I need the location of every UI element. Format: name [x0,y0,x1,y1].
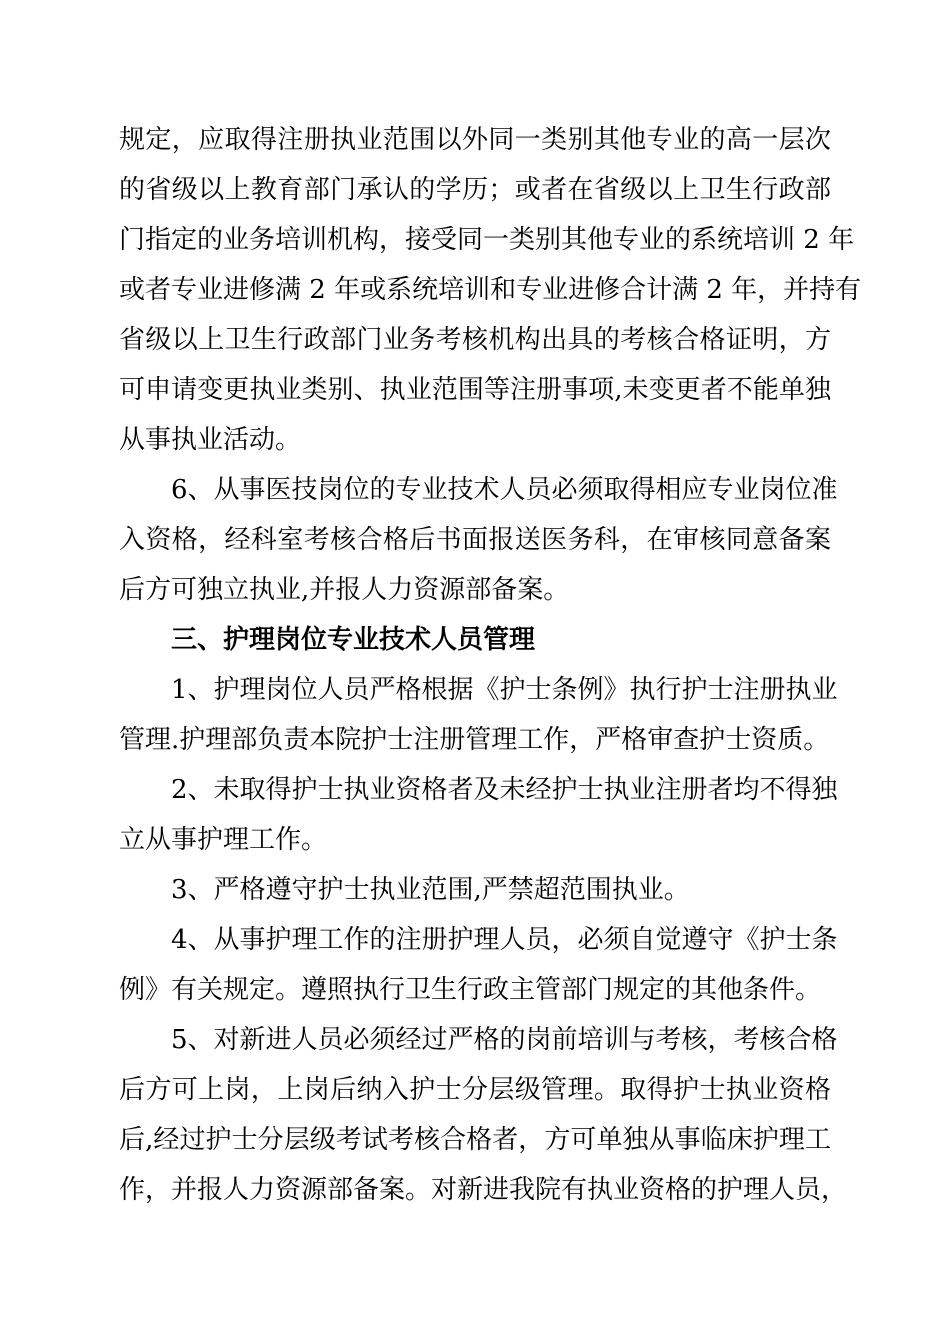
section-heading: 三、护理岗位专业技术人员管理 [171,625,536,655]
text-line: 作，并报人力资源部备案。对新进我院有执业资格的护理人员， [119,1175,848,1205]
text-line: 后方可上岗，上岗后纳入护士分层级管理。取得护士执业资格 [119,1075,831,1105]
text-line: 5、对新进人员必须经过严格的岗前培训与考核，考核合格 [171,1025,838,1055]
text-line: 的省级以上教育部门承认的学历；或者在省级以上卫生行政部 [119,175,831,205]
text-line: 门指定的业务培训机构，接受同一类别其他专业的系统培训 2 年 [119,225,855,255]
text-line: 1、护理岗位人员严格根据《护士条例》执行护士注册执业 [171,675,838,705]
text-line: 管理.护理部负责本院护士注册管理工作，严格审查护士资质。 [119,725,830,755]
text-line: 后,经过护士分层级考试考核合格者，方可单独从事临床护理工 [119,1125,831,1155]
text-line: 可申请变更执业类别、执业范围等注册事项,未变更者不能单独 [119,375,831,405]
text-line: 规定，应取得注册执业范围以外同一类别其他专业的高一层次 [119,125,831,155]
text-line: 2、未取得护士执业资格者及未经护士执业注册者均不得独 [171,775,838,805]
text-line: 例》有关规定。遵照执行卫生行政主管部门规定的其他条件。 [119,975,822,1005]
text-line: 后方可独立执业,并报人力资源部备案。 [119,575,570,605]
text-line: 4、从事护理工作的注册护理人员，必须自觉遵守《护士条 [171,925,838,955]
text-line: 3、严格遵守护士执业范围,严禁超范围执业。 [171,875,690,905]
text-line: 或者专业进修满 2 年或系统培训和专业进修合计满 2 年，并持有 [119,275,862,305]
text-line: 立从事护理工作。 [119,825,328,855]
text-line: 6、从事医技岗位的专业技术人员必须取得相应专业岗位准 [171,475,838,505]
text-line: 从事执业活动。 [119,425,302,455]
text-line: 入资格，经科室考核合格后书面报送医务科，在审核同意备案 [119,525,831,555]
text-line: 省级以上卫生行政部门业务考核机构出具的考核合格证明，方 [119,325,831,355]
